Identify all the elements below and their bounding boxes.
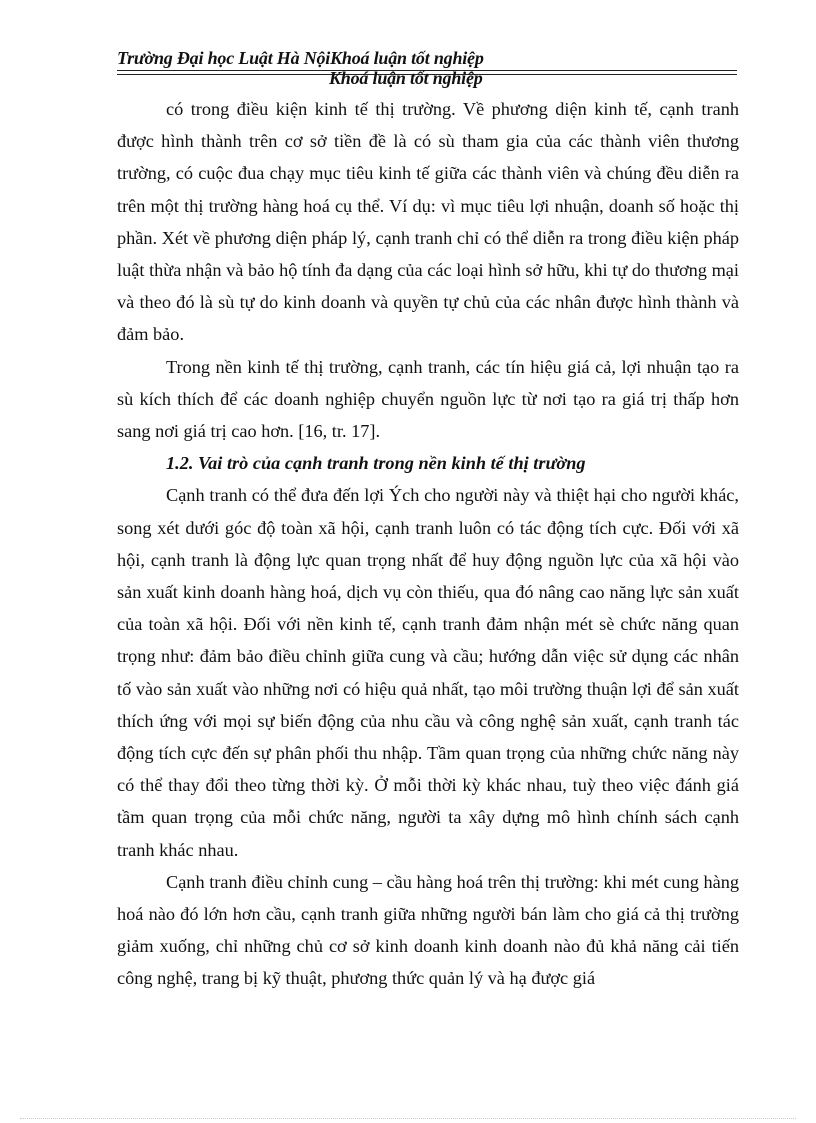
page-bottom-divider	[20, 1118, 796, 1119]
body-text	[117, 93, 739, 995]
running-header: Trường Đại học Luật Hà NộiKhoá luận tốt nghiệp	[117, 48, 484, 68]
section-heading: 1.2. Vai trò của cạnh tranh trong nền kinh tế thị trường	[166, 453, 586, 474]
running-header-subtitle: Khoá luận tốt nghiệp	[329, 68, 483, 88]
paragraph-continuation: có trong điều kiện kinh tế thị trường. Về phương diện kinh tế, cạnh tranh được hình thành trên cơ sở tiền đề là có sù tham gia của các thành viên thương trường, có cuộc đua chạy mục tiêu kinh tế giữa các thành viên và chúng đều diễn ra trên một thị trường hàng hoá cụ thể. Ví dụ: vì mục tiêu lợi nhuận, doanh số hoặc thị phần. Xét về phương diện pháp lý, cạnh tranh chỉ có thể diễn ra trong điều kiện pháp luật thừa nhận và bảo hộ tính đa dạng của các loại hình sở hữu, khi tự do thương mại và theo đó là sù tự do kinh doanh và quyền tự chủ của các nhân được hình thành và đảm bảo.	[117, 99, 739, 345]
paragraph: Cạnh tranh điều chỉnh cung – cầu hàng hoá trên thị trường: khi mét cung hàng hoá nào đó lớn hơn cầu, cạnh tranh giữa những người bán làm cho giá cả thị trường giảm xuống, chỉ những chủ cơ sở kinh doanh kinh doanh nào đủ khả năng cải tiến công nghệ, trang bị kỹ thuật, phương thức quản lý và hạ được giá	[117, 871, 739, 989]
paragraph: Cạnh tranh có thể đưa đến lợi Ých cho người này và thiệt hại cho người khác, song xét dưới góc độ toàn xã hội, cạnh tranh luôn có tác động tích cực. Đối với xã hội, cạnh tranh là động lực quan trọng nhất để huy động nguồn lực của xã hội vào sản xuất kinh doanh hàng hoá, dịch vụ còn thiếu, qua đó nâng cao năng lực sản xuất của toàn xã hội. Đối với nền kinh tế, cạnh tranh đảm nhận mét sè chức năng quan trọng như: đảm bảo điều chỉnh giữa cung và cầu; hướng dẫn việc sử dụng các nhân tố vào sản xuất vào những nơi có hiệu quả nhất, tạo môi trường thuận lợi để sản xuất thích ứng với mọi sự biến động của nhu cầu và công nghệ sản xuất, cạnh tranh tác động tích cực đến sự phân phối thu nhập. Tầm quan trọng của những chức năng này có thể thay đổi theo từng thời kỳ. Ở mỗi thời kỳ khác nhau, tuỳ theo việc đánh giá tầm quan trọng của mỗi chức năng, người ta xây dựng mô hình chính sách cạnh tranh khác nhau.	[117, 485, 739, 860]
paragraph: Trong nền kinh tế thị trường, cạnh tranh, các tín hiệu giá cả, lợi nhuận tạo ra sù kích thích để các doanh nghiệp chuyển nguồn lực từ nơi tạo ra giá trị thấp hơn sang nơi giá trị cao hơn. [16, tr. 17].	[117, 356, 739, 442]
